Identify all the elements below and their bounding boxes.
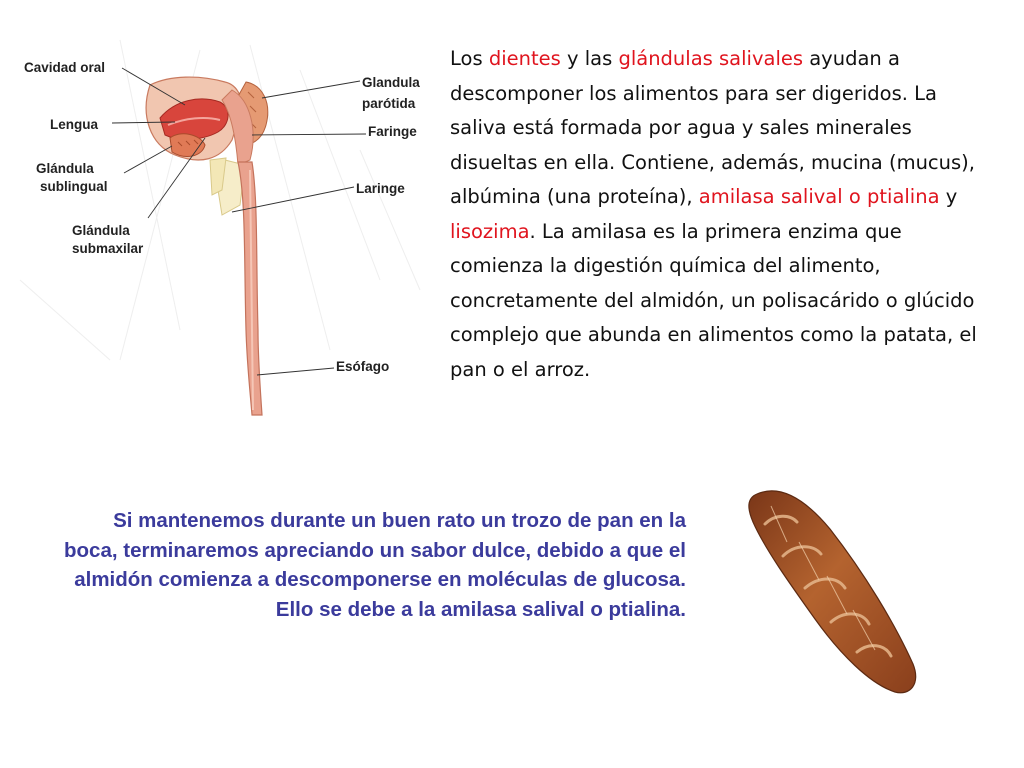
highlight-glandulas-salivales: glándulas salivales: [618, 47, 804, 70]
label-glandula-sublingual-line2: sublingual: [40, 179, 108, 194]
paragraph-text: . La amilasa es la primera enzima que comienza la digestión química del alimento, concretamente del almidón, un polisacárido o glúcido complejo que abunda en alimentos como la patata, el pan o el arroz.: [450, 219, 977, 381]
bread-loaf-illustration: [735, 484, 935, 699]
label-cavidad-oral: Cavidad oral: [24, 60, 106, 75]
label-glandula-sublingual-line1: Glándula: [36, 161, 94, 176]
label-glandula-submaxilar-line1: Glándula: [72, 223, 130, 238]
highlight-dientes: dientes: [488, 47, 561, 70]
bread-image: [735, 484, 935, 699]
main-paragraph: [450, 42, 995, 387]
label-faringe: Faringe: [368, 124, 417, 139]
paragraph-text: ayudan a descomponer los alimentos para ser digeridos. La saliva está formada por agua y sales minerales disueltas en ella. Contiene, además, mucina (mucus), albúmina (una proteína),: [450, 47, 975, 208]
label-esofago: Esófago: [336, 359, 390, 374]
highlight-lisozima: lisozima: [450, 219, 530, 243]
paragraph-text: Los: [450, 47, 489, 70]
paragraph-text: y las: [560, 47, 619, 70]
digestive-diagram: [0, 30, 440, 420]
label-glandula-parotida-line2: parótida: [362, 96, 416, 111]
paragraph-text: y: [939, 185, 958, 208]
label-lengua: Lengua: [50, 117, 99, 132]
label-laringe: Laringe: [356, 181, 405, 196]
bread-note: Si mantenemos durante un buen rato un trozo de pan en la boca, terminaremos apreciando un sabor dulce, debido a que el almidón comienza a descomponerse en moléculas de glucosa. Ello se debe a la amilasa salival o ptialina.: [64, 509, 686, 621]
highlight-amilasa: amilasa salival o ptialina: [698, 185, 940, 208]
label-glandula-parotida-line1: Glandula: [362, 75, 420, 90]
label-glandula-submaxilar-line2: submaxilar: [72, 241, 144, 256]
